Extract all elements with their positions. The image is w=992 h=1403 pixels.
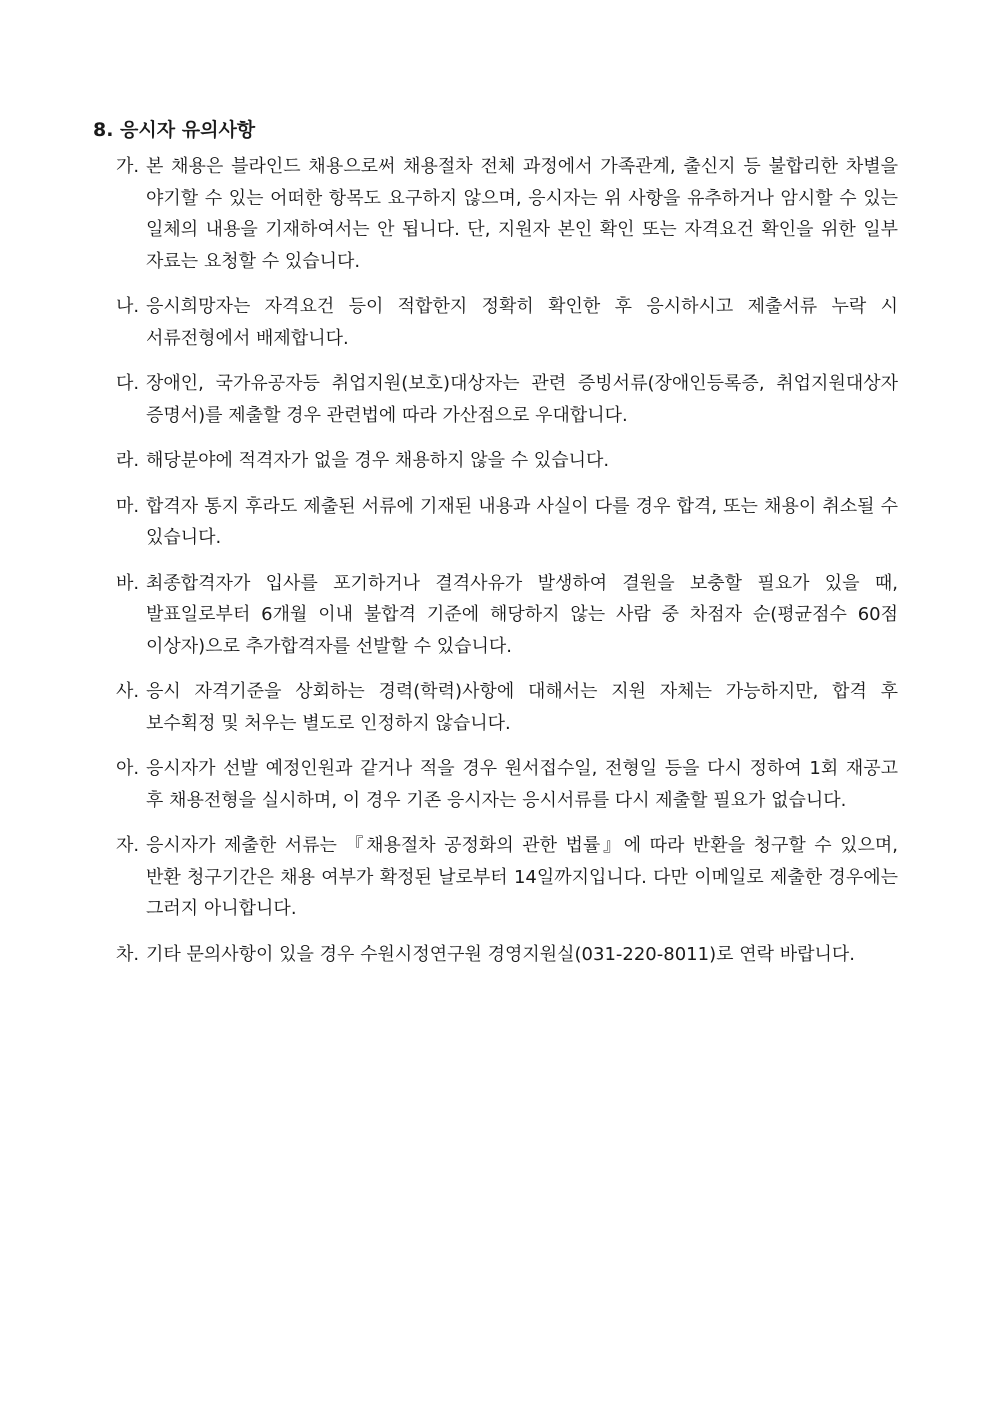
- list-item: [116, 676, 898, 739]
- item-marker: 가.: [116, 156, 140, 177]
- item-text: 응시 자격기준을 상회하는 경력(학력)사항에 대해서는 지원 자체는 가능하지만, 합격 후 보수획정 및 처우는 별도로 인정하지 않습니다.: [146, 681, 898, 734]
- list-item: [116, 753, 898, 816]
- item-marker: 바.: [116, 572, 140, 594]
- item-marker: 마.: [116, 495, 140, 517]
- list-item: [116, 939, 898, 971]
- section-title: 8. 응시자 유의사항: [93, 119, 256, 141]
- item-text: 응시자가 제출한 서류는 『채용절차 공정화의 관한 법률』에 따라 반환을 청구할 수 있으며, 반환 청구기간은 채용 여부가 확정된 날로부터 14일까지입니다. 다만 이메일로 제출한 경우에는 그러지 아니합니다.: [146, 835, 898, 919]
- list-item: [116, 491, 898, 554]
- item-marker: 사.: [116, 681, 140, 702]
- item-text: 장애인, 국가유공자등 취업지원(보호)대상자는 관련 증빙서류(장애인등록증, 취업지원대상자 증명서)를 제출할 경우 관련법에 따라 가산점으로 우대합니다.: [146, 373, 898, 426]
- list-item: [116, 368, 898, 431]
- item-text: 해당분야에 적격자가 없을 경우 채용하지 않을 수 있습니다.: [146, 450, 610, 471]
- item-marker: 다.: [116, 373, 140, 394]
- item-marker: 자.: [116, 835, 140, 856]
- item-text: 합격자 통지 후라도 제출된 서류에 기재된 내용과 사실이 다를 경우 합격, 또는 채용이 취소될 수 있습니다.: [146, 495, 898, 548]
- item-text: 응시자가 선발 예정인원과 같거나 적을 경우 원서접수일, 전형일 등을 다시 정하여 1회 재공고 후 채용전형을 실시하며, 이 경우 기존 응시자는 응시서류를 다시 제출할 필요가 없습니다.: [146, 758, 898, 811]
- notice-list: [116, 151, 898, 984]
- item-text: 본 채용은 블라인드 채용으로써 채용절차 전체 과정에서 가족관계, 출신지 등 불합리한 차별을 야기할 수 있는 어떠한 항목도 요구하지 않으며, 응시자는 위 사항을 유추하거나 암시할 수 있는 일체의 내용을 기재하여서는 안 됩니다. 단, 지원자 본인 확인 또는 자격요건 확인을 위한 일부 자료는 요청할 수 있습니다.: [146, 156, 898, 272]
- list-item: [116, 151, 898, 277]
- item-text: 기타 문의사항이 있을 경우 수원시정연구원 경영지원실(031-220-8011)로 연락 바랍니다.: [146, 943, 855, 965]
- item-text: 최종합격자가 입사를 포기하거나 결격사유가 발생하여 결원을 보충할 필요가 있을 때, 발표일로부터 6개월 이내 불합격 기준에 해당하지 않는 사람 중 차점자 순(평균점수 60점 이상자)으로 추가합격자를 선발할 수 있습니다.: [146, 572, 898, 657]
- item-marker: 라.: [116, 450, 140, 471]
- list-item: [116, 445, 898, 477]
- item-text: 응시희망자는 자격요건 등이 적합한지 정확히 확인한 후 응시하시고 제출서류 누락 시 서류전형에서 배제합니다.: [146, 296, 898, 349]
- item-marker: 아.: [116, 758, 140, 779]
- list-item: [116, 830, 898, 925]
- item-marker: 나.: [116, 296, 140, 317]
- list-item: [116, 568, 898, 663]
- list-item: [116, 291, 898, 354]
- item-marker: 차.: [116, 943, 140, 965]
